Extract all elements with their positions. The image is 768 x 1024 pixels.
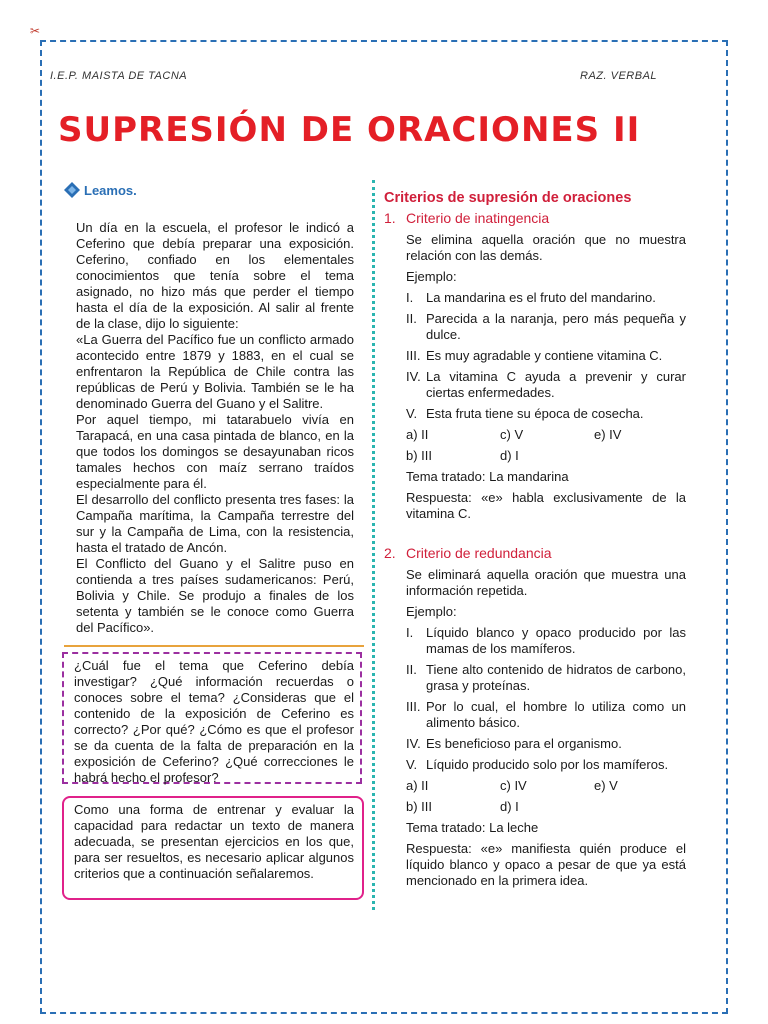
criterion-2-title [384,545,686,561]
leamos-label: Leamos. [84,182,137,198]
list-item: V. Líquido producido solo por los mamíferos. [406,757,669,772]
school-name: I.E.P. MAISTA DE TACNA [50,70,188,82]
answer-text: Respuesta: «e» habla exclusivamente de la vitamina C. [406,490,686,521]
story-paragraph: El Conflicto del Guano y el Salitre puso en contienda a tres países sudamericanos: Perú, Bolivia y Chile. Se produjo a finales de los setenta y también se le conoce como Guerra del Pacífico». [76,556,354,635]
answer-text: Respuesta: «e» manifiesta quién produce el líquido blanco y opaco a pesar de que ya está mencionado en la primera idea. [406,841,686,888]
subject-name: RAZ. VERBAL [580,70,658,82]
story-paragraph: «La Guerra del Pacífico fue un conflicto armado acontecido entre 1879 y 1883, en el cual se enfrentaron la República de Chile contra las repúblicas de Perú y Bolivia. También se le ha denominado Guerra del Guano y el Salitre. [76,332,354,411]
answer-options [406,427,686,464]
option: c) V [500,427,524,442]
criteria-heading: Criterios de supresión de oraciones [384,190,632,206]
story-paragraph: Por aquel tiempo, mi tatarabuelo vivía en Tarapacá, en una casa pintada de blanco, en la que todos los domingos se desayunaban ricos tamales hechos con maíz serrano traídos especialmente para él. [76,412,354,491]
option [594,448,674,464]
intro-box: Como una forma de entrenar y evaluar la capacidad para redactar un texto de manera adecuada, se presentan ejercicios en los que, para ser resueltos, es necesario aplicar algunos criterios que a continuación señalaremos. [62,796,364,900]
list-item: III. Por lo cual, el hombre lo utiliza como un alimento básico. [406,699,686,730]
diamond-icon [64,182,80,198]
questions-box: ¿Cuál fue el tema que Ceferino debía investigar? ¿Qué información recuerdas o conoces sobre el tema? ¿Consideras que el contenido de la exposición de Ceferino es correcto? ¿Por qué? ¿Cómo es que el profesor se da cuenta de la falta de preparación en la exposición de Ceferino? ¿Qué correcciones le habrá hecho el profesor? [62,652,362,784]
criteria-column [384,190,686,894]
answer-options [406,778,686,815]
reading-text [76,220,354,636]
list-item: IV. Es beneficioso para el organismo. [406,736,622,751]
page-title: SUPRESIÓN DE ORACIONES II [58,110,641,150]
example-label: Ejemplo: [406,604,457,619]
divider-line [64,645,364,647]
option: a) II [406,778,429,793]
option: d) I [500,799,519,814]
list-item: II. Tiene alto contenido de hidratos de carbono, grasa y proteínas. [406,662,686,693]
list-item: I. Líquido blanco y opaco producido por las mamas de los mamíferos. [406,625,686,656]
option: a) II [406,427,429,442]
option [594,799,674,815]
criterion-number: 1. [384,210,396,226]
option: d) I [500,448,519,463]
criterion-definition: Se elimina aquella oración que no muestra relación con las demás. [406,232,686,263]
scissors-icon: ✂ [30,24,41,38]
list-item: I. La mandarina es el fruto del mandarino. [406,290,656,305]
criterion-title: Criterio de redundancia [406,545,552,561]
option: b) III [406,448,433,463]
list-item: IV. La vitamina C ayuda a prevenir y curar ciertas enfermedades. [406,369,686,400]
leamos-heading [64,182,137,198]
column-divider [372,180,375,910]
criterion-title: Criterio de inatingencia [406,210,550,226]
criterion-1-title [384,210,686,226]
example-label: Ejemplo: [406,269,457,284]
option: b) III [406,799,433,814]
option: e) V [594,778,618,793]
story-paragraph: Un día en la escuela, el profesor le indicó a Ceferino que debía preparar una exposición. Ceferino, confiado en los elementales conocimientos que tenía sobre el tema asignado, no hizo más que perder el tiempo hasta el día de la exposición. Al salir al frente de la clase, dijo lo siguiente: [76,220,354,331]
option: c) IV [500,778,527,793]
criterion-definition: Se eliminará aquella oración que muestra una información repetida. [406,567,686,598]
list-item: V. Esta fruta tiene su época de cosecha. [406,406,644,421]
criterion-number: 2. [384,545,396,561]
option: e) IV [594,427,622,442]
topic-text: Tema tratado: La leche [406,820,539,835]
list-item: II. Parecida a la naranja, pero más pequeña y dulce. [406,311,686,342]
list-item: III. Es muy agradable y contiene vitamina C. [406,348,663,363]
story-paragraph: El desarrollo del conflicto presenta tres fases: la Campaña marítima, la Campaña terrestre del sur y la Campaña de Lima, con la resistencia, hasta el tratado de Ancón. [76,492,354,555]
topic-text: Tema tratado: La mandarina [406,469,569,484]
